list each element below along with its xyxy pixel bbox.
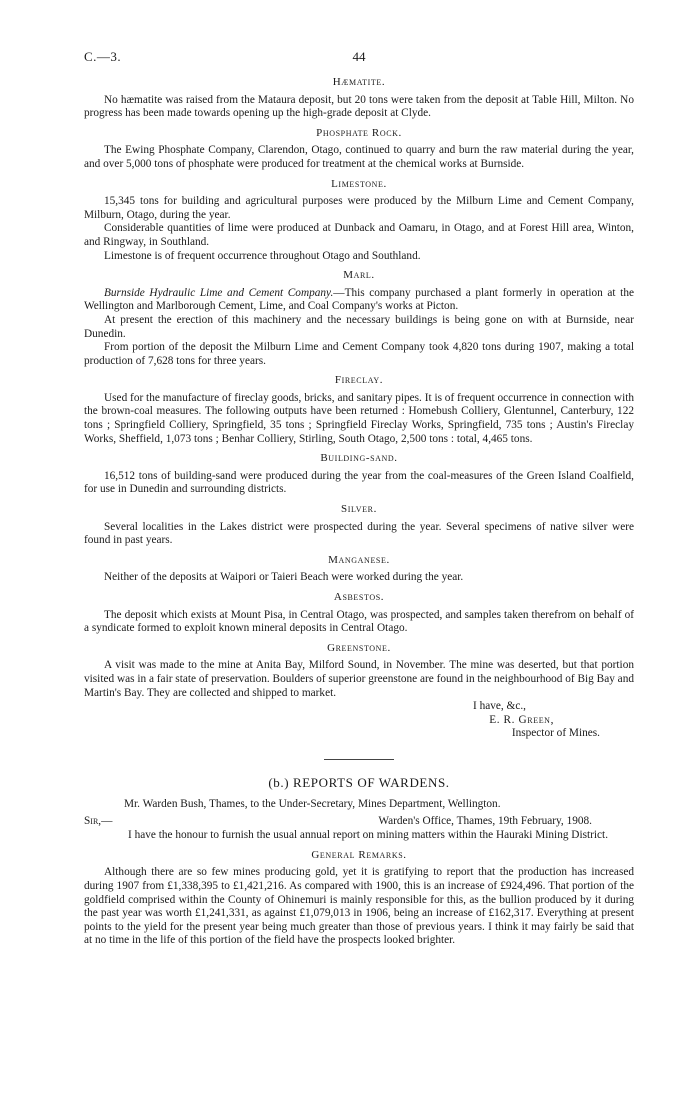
paragraph: Considerable quantities of lime were produced at Dunback and Oamaru, in Otago, and at Forest Hill area, Winton, and Ringway, in Southland.	[84, 222, 634, 248]
page-header	[84, 50, 634, 66]
section-heading-manganese: Manganese.	[328, 553, 390, 566]
section-heading-limestone: Limestone.	[331, 177, 387, 190]
section-heading-greenstone: Greenstone.	[327, 641, 391, 654]
paragraph: At present the erection of this machinery and the necessary buildings is being gone on with at Burnside, near Dunedin.	[84, 313, 634, 340]
paragraph	[84, 287, 634, 314]
section-heading-haematite: Hæmatite.	[332, 76, 386, 88]
paragraph: I have the honour to furnish the usual annual report on mining matters within the Hauraki Mining District.	[128, 829, 609, 842]
company-name: Burnside Hydraulic Lime and Cement Company.	[104, 286, 334, 299]
document-body	[84, 70, 634, 948]
section-heading-silver: Silver.	[341, 503, 377, 516]
paragraph: No hæmatite was raised from the Mataura deposit, but 20 tons were taken from the deposit at Table Hill, Milton. No progress has been made towards opening up the high-grade deposit at Clyde.	[84, 93, 634, 120]
paragraph: A visit was made to the mine at Anita Bay, Milford Sound, in November. The mine was deserted, but that portion visited was in a fair state of preservation. Boulders of superior greenstone are found in the neighbourhood of Big Bay and Martin's Bay. They are collected and shipped to market.	[84, 659, 634, 699]
paragraph: The deposit which exists at Mount Pisa, in Central Otago, was prospected, and samples taken therefrom on behalf of a syndicate formed to exploit known mineral deposits in Central Otago.	[84, 608, 634, 635]
paragraph: 15,345 tons for building and agricultural purposes were produced by the Milburn Lime and Cement Company, Milburn, Otago, during the year.	[84, 195, 634, 221]
section-heading-phosphate: Phosphate Rock.	[316, 126, 402, 139]
document-reference: C.—3.	[84, 49, 122, 64]
closing-formula: I have, &c.,	[472, 700, 526, 713]
paragraph: 16,512 tons of building-sand were produced during the year from the coal-measures of the Green Island Coalfield, for use in Dunedin and surrounding districts.	[84, 469, 634, 496]
salutation-line	[84, 815, 634, 829]
section-heading-asbestos: Asbestos.	[333, 591, 385, 603]
section-heading-marl: Marl.	[343, 269, 375, 282]
paragraph: The Ewing Phosphate Company, Clarendon, Otago, continued to quarry and burn the raw material during the year, and over 5,000 tons of phosphate were produced for treatment at the chemical works at Burnside.	[84, 144, 634, 170]
paragraph: Limestone is of frequent occurrence throughout Otago and Southland.	[104, 249, 421, 262]
section-heading-building-sand: Building-sand.	[320, 452, 398, 465]
office-dateline: Warden's Office, Thames, 19th February, 1908.	[378, 815, 592, 828]
paragraph-text: —This company purchased a plant formerly in operation at the Wellington and Marlborough Cement, Lime, and Coal Company's works at Picton.	[84, 286, 634, 313]
signature-text: E. R. Green,	[489, 713, 554, 726]
section-heading-general-remarks: General Remarks.	[311, 848, 407, 861]
section-heading-fireclay: Fireclay.	[334, 374, 384, 387]
signature-name	[84, 714, 634, 728]
signature-title: Inspector of Mines.	[511, 727, 600, 740]
paragraph: Neither of the deposits at Waipori or Taieri Beach were worked during the year.	[104, 571, 464, 584]
paragraph: Several localities in the Lakes district were prospected during the year. Several specimens of native silver were found in past years.	[84, 520, 634, 547]
salutation: Sir,—	[84, 815, 113, 828]
section-title-wardens: (b.) REPORTS OF WARDENS.	[268, 774, 450, 790]
report-address: Mr. Warden Bush, Thames, to the Under-Secretary, Mines Department, Wellington.	[124, 797, 501, 810]
section-divider	[324, 759, 394, 760]
paragraph: Although there are so few mines producing gold, yet it is gratifying to report that the production has increased during 1907 from £1,338,395 to £1,421,216. As compared with 1900, this is an increase of £924,496. That portion of the goldfield comprised within the County of Ohinemuri is mainly responsible for this, as the bullion produced by it during the past year was worth £1,241,331, as against £1,079,013 in 1906, being an increase of £162,317. Everything at present points to the yield for the present year being much greater than those of previous years. I think it may fairly be said that at no time in the life of this portion of the field have the prospects looked brighter.	[84, 866, 634, 947]
paragraph: From portion of the deposit the Milburn Lime and Cement Company took 4,820 tons during 1907, making a total production of 7,628 tons for three years.	[84, 341, 634, 367]
page-number: 44	[352, 49, 366, 64]
paragraph: Used for the manufacture of fireclay goods, bricks, and sanitary pipes. It is of frequent occurrence in connection with the brown-coal measures. The following outputs have been returned : Homebush Colliery, Glentunnel, Canterbury, 122 tons ; Springfield Colliery, Springfield, 35 tons ; Springfield Fireclay Works, Springfield, 735 tons ; Austin's Fireclay Works, Sheffield, 1,073 tons ; Benhar Colliery, Stirling, South Otago, 2,500 tons : total, 4,465 tons.	[84, 391, 634, 445]
